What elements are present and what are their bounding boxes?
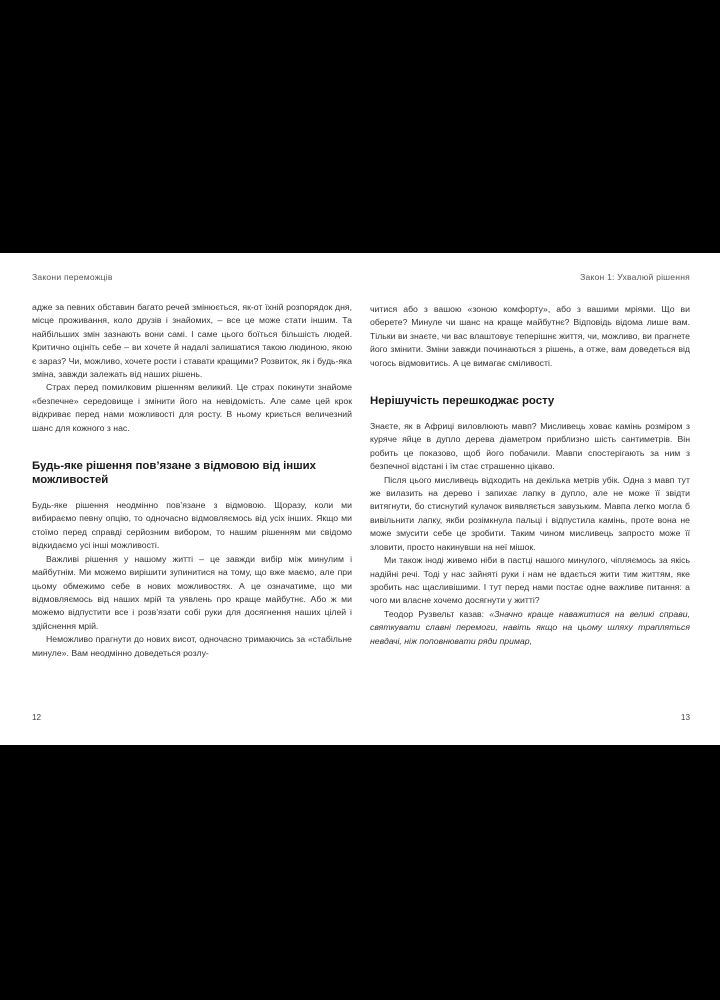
section-heading: Будь-яке рішення пов’язане з відмовою від інших можливостей — [32, 460, 316, 487]
paragraph: Ми також іноді живемо ніби в пастці нашого минулого, чіпляємось за якісь надійні речі. Тоді у нас зайняті руки і нам не вдається жити тим життям, яке зробить нас щасливішими. І тут перед нами постає одне важливе питання: а чого ми власне хочемо досягнути у житті? — [370, 555, 690, 606]
running-head-left: Закони переможців — [32, 272, 113, 282]
right-page-body — [370, 303, 690, 648]
roosevelt-quote: «Значно краще наважитися на великі справи, святкувати славні перемоги, навіть якщо на цьому шляху трапляться невдачі, ніж поповнювати ряди примар, — [370, 608, 690, 646]
paragraph: читися або з вашою «зоною комфорту», або з вашими мріями. Що ви оберете? Минуле чи шанс на краще майбутнє? Відповідь відома лише вам. Тільки ви знаєте, чи вас влаштовує теперішнє життя, чи, можливо, ви прагнете його змінити. Зміни завжди починаються з рішень, а отже, вам доведеться від чогось відмовитись. А це вимагає сміливості. — [370, 304, 690, 368]
right-page — [370, 253, 690, 745]
paragraph: Неможливо прагнути до нових висот, одночасно тримаючись за «стабільне минуле». Вам неодмінно доведеться розлу- — [32, 634, 352, 658]
paragraph: Важливі рішення у нашому житті – це завжди вибір між минулим і майбутнім. Ми можемо вирішити зупинитися на тому, що вже маємо, але при цьому обмежимо себе в нових можливостях. А це означатиме, що ми відмовляємось від наших мрій та уявлень про краще майбутнє. Або ж ми можемо відпустити все і розв’язати собі руки для досягнення наших цілей і здійснення мрій. — [32, 553, 352, 631]
left-page — [32, 253, 352, 745]
left-page-body — [32, 301, 352, 660]
running-head-right: Закон 1: Ухвалюй рішення — [580, 272, 690, 282]
section-heading: Нерішучість перешкоджає росту — [370, 395, 555, 408]
paragraph: адже за певних обставин багато речей змінюється, як-от їхній розпорядок дня, місце проживання, коло друзів і знайомих, – все це може стати іншим. Та найбільших змін зазнають вони самі. І саме цього боїться більшість людей. Критично оцініть себе – ви хочете й надалі залишатися такою людиною, якою є зараз? Чи, можливо, хочете рости і ставати кращими? Розвиток, як і будь-яка зміна, завжди залежать від наших рішень. — [32, 302, 352, 380]
page-number-left: 12 — [32, 713, 42, 722]
quote-paragraph — [370, 608, 690, 648]
book-spread — [0, 253, 720, 745]
paragraph: Будь-яке рішення неодмінно пов’язане з відмовою. Щоразу, коли ми вибираємо певну опцію, то одночасно відмовляємось від усіх інших. Якщо ми стоїмо перед справді серйозним вибором, то нашим рішенням ми свідомо відкидаємо усі інші можливості. — [32, 500, 352, 551]
paragraph: Страх перед помилковим рішенням великий. Це страх покинути знайоме «безпечне» середовище і змінити його на невідомість. Але саме цей крок відкриває перед нами можливості для росту. В ньому криється величезний шанс для кожного з нас. — [32, 382, 352, 433]
page-number-right: 13 — [680, 713, 690, 722]
paragraph: Знаєте, як в Африці виловлюють мавп? Мисливець ховає камінь розміром з куряче яйце в дупло дерева діаметром приблизно шість сантиметрів. Він робить це показово, щоб його побачили. Мавпи спостерігають за ним з безпечної відстані і їм стає страшенно цікаво. — [370, 421, 690, 472]
paragraph: Після цього мисливець відходить на декілька метрів убік. Одна з мавп тут же вилазить на дерево і запихає лапку в дупло, але не може її звідти витягнути, бо стиснутий кулачок виявляється завузьким. Мавпа легко могла б вивільнити лапку, якби розімкнула пальці і відпустила камінь, проте вона не може змусити себе це зробити. Таким чином мисливець запросто може її зловити, просто накинувши на неї мішок. — [370, 474, 690, 552]
quote-lead: Теодор Рузвельт казав: — [384, 608, 490, 619]
